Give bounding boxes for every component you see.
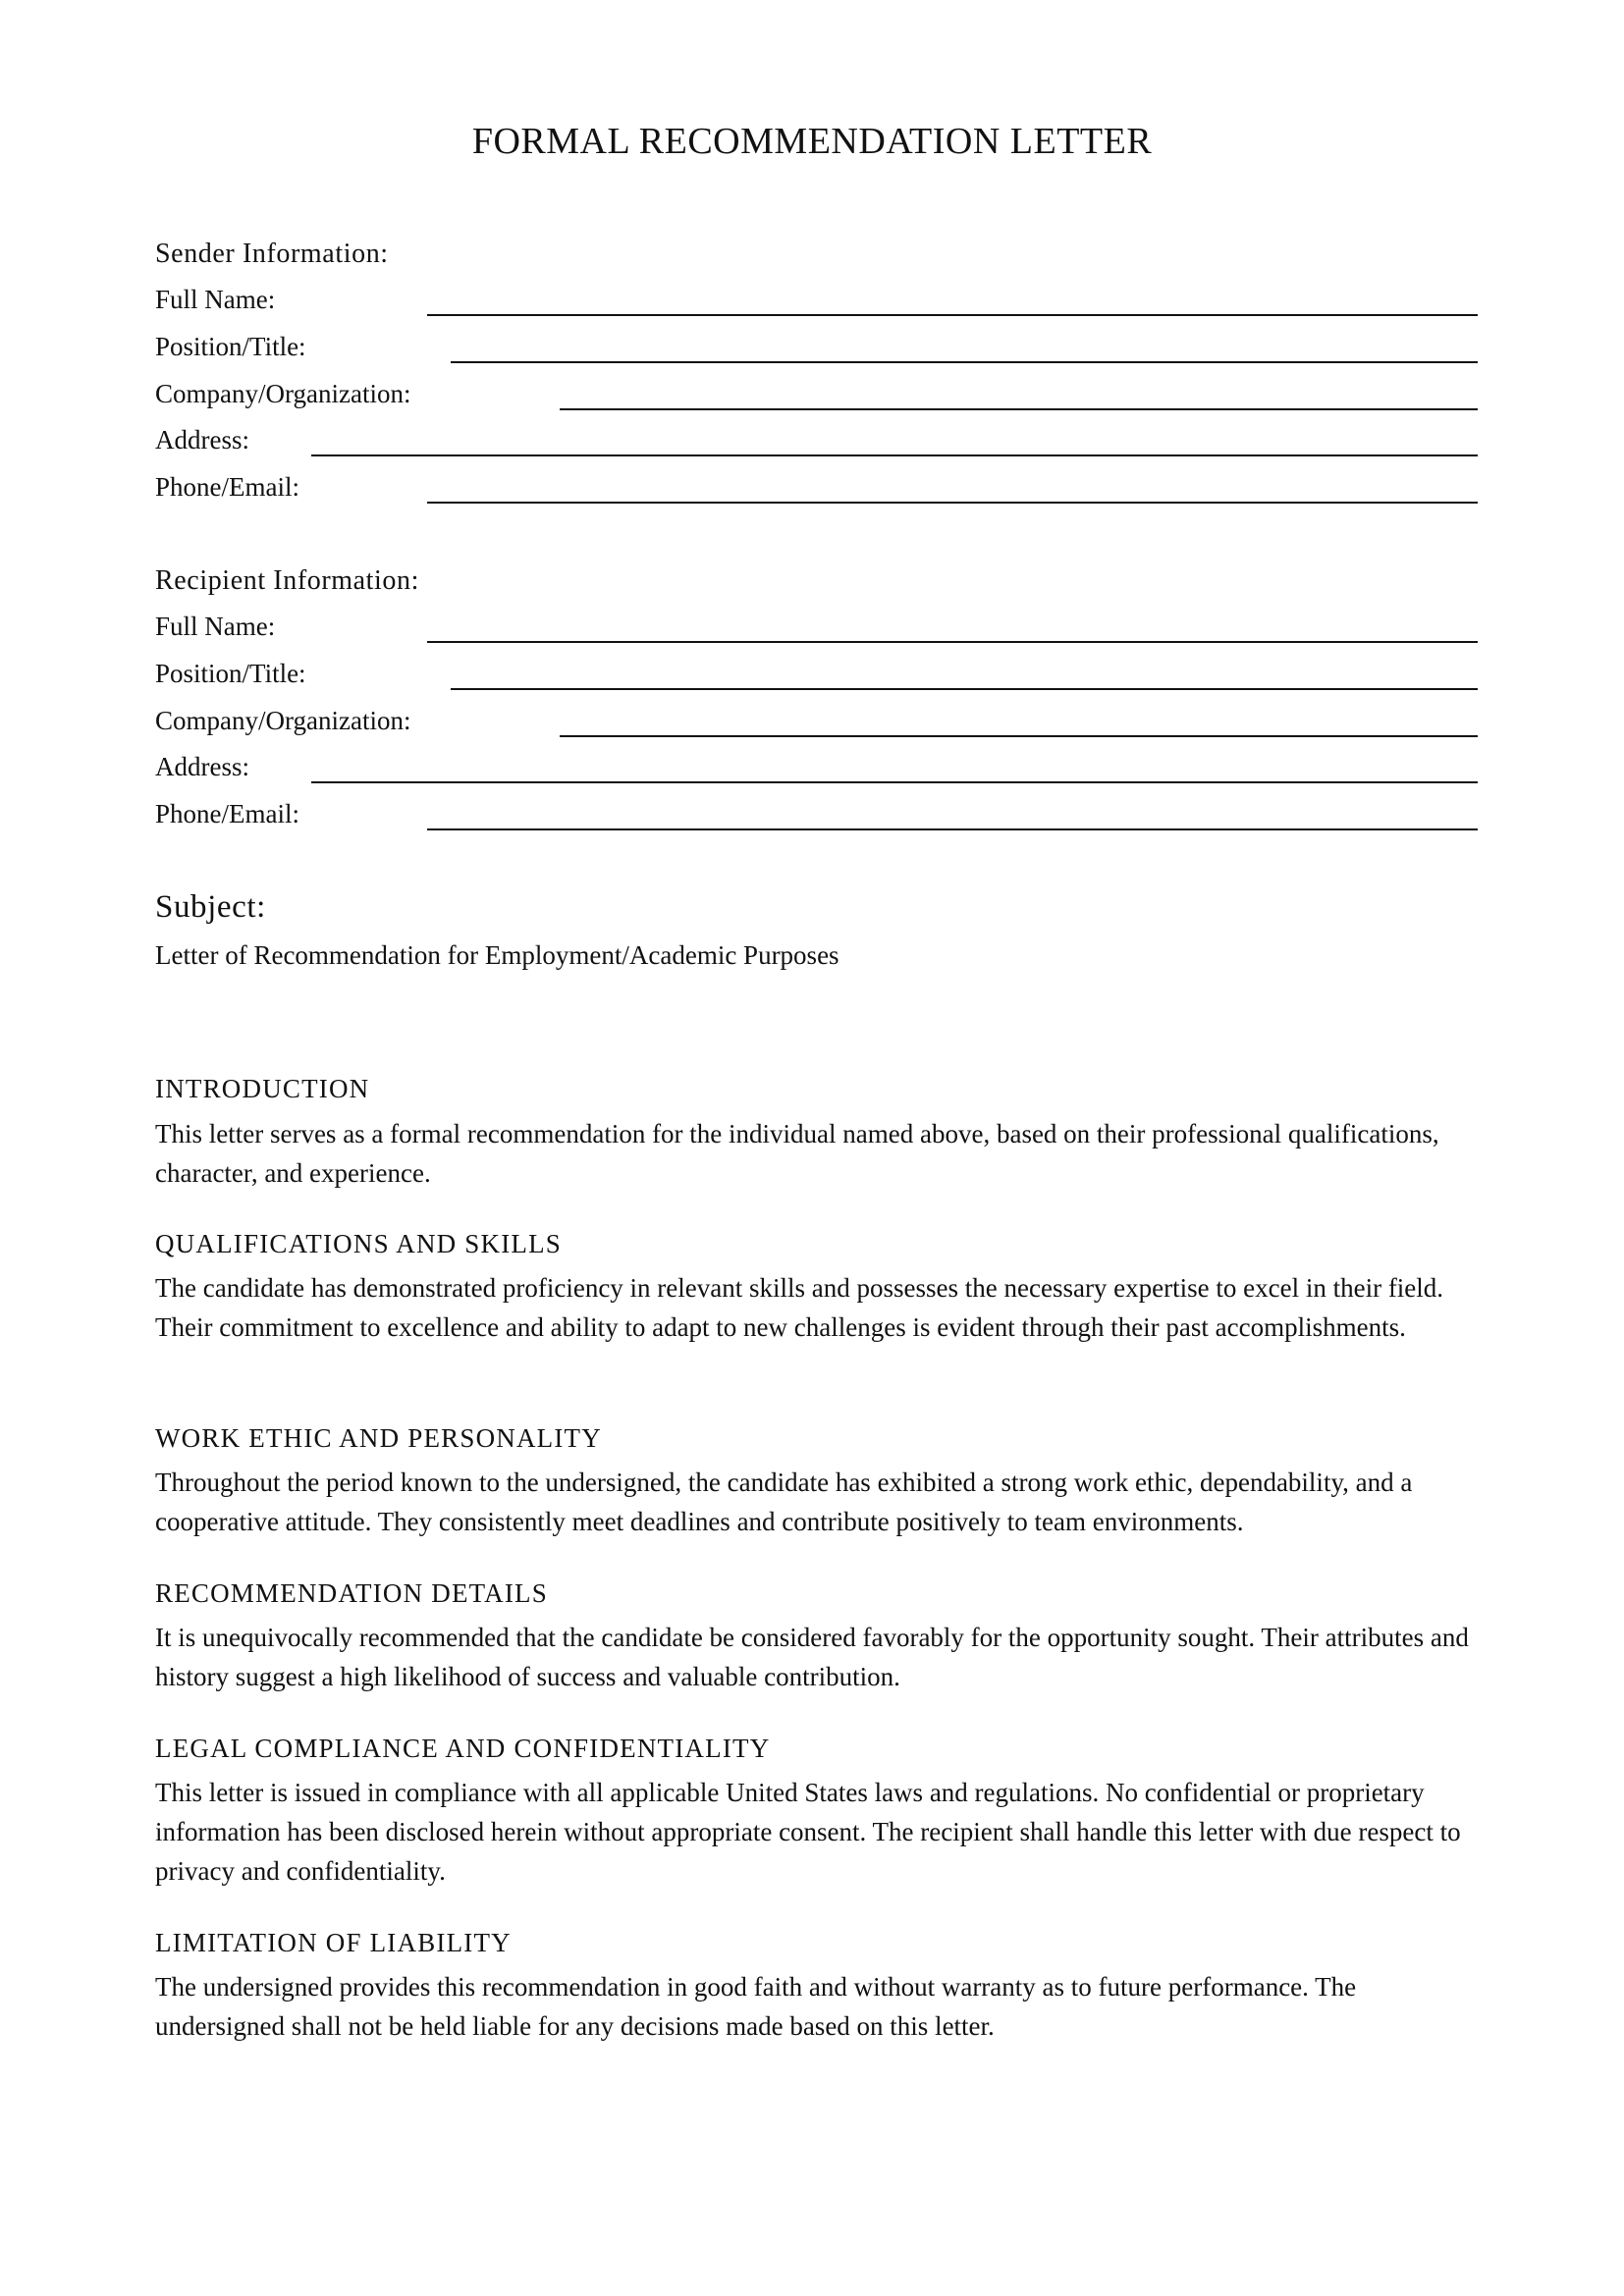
sender-contact-line[interactable] <box>427 502 1478 504</box>
sender-address-line[interactable] <box>311 454 1478 456</box>
recipient-contact-label: Phone/Email: <box>155 799 299 828</box>
recipient-company-row <box>155 698 1478 745</box>
sender-full-name-label: Full Name: <box>155 285 276 314</box>
sender-position-row <box>155 324 1478 371</box>
section-body-recommendation: It is unequivocally recommended that the candidate be considered favorably for the opportunity sought. Their attributes and history suggest a high likelihood of success and valuable contribution. <box>155 1623 1469 1691</box>
subject-text: Letter of Recommendation for Employment/Academic Purposes <box>155 940 839 970</box>
section-body-work-ethic: Throughout the period known to the undersigned, the candidate has exhibited a strong work ethic, dependability, and a cooperative attitude. They consistently meet deadlines and contribute positively to team environments. <box>155 1468 1413 1536</box>
section-heading-introduction: INTRODUCTION <box>155 1074 370 1103</box>
recipient-full-name-line[interactable] <box>427 641 1478 643</box>
sender-full-name-row <box>155 277 1478 324</box>
section-heading-work-ethic: WORK ETHIC AND PERSONALITY <box>155 1423 602 1453</box>
recipient-company-line[interactable] <box>560 735 1478 737</box>
recipient-contact-line[interactable] <box>427 828 1478 830</box>
subject-heading: Subject: <box>155 889 266 925</box>
section-body-introduction: This letter serves as a formal recommendation for the individual named above, based on their professional qualifications, character, and experience. <box>155 1119 1439 1188</box>
sender-address-row <box>155 417 1478 464</box>
recipient-info-heading: Recipient Information: <box>155 565 420 596</box>
recipient-position-line[interactable] <box>451 688 1478 690</box>
section-heading-legal: LEGAL COMPLIANCE AND CONFIDENTIALITY <box>155 1734 771 1763</box>
sender-full-name-line[interactable] <box>427 314 1478 316</box>
section-heading-qualifications: QUALIFICATIONS AND SKILLS <box>155 1229 563 1258</box>
sender-address-label: Address: <box>155 425 249 454</box>
sender-company-label: Company/Organization: <box>155 379 411 408</box>
sender-position-label: Position/Title: <box>155 332 306 361</box>
recipient-position-row <box>155 651 1478 698</box>
recipient-company-label: Company/Organization: <box>155 706 411 735</box>
section-body-qualifications: The candidate has demonstrated proficiency in relevant skills and possesses the necessary expertise to excel in their field. Their commitment to excellence and ability to adapt to new challenges is evident through their past accomplishments. <box>155 1273 1444 1342</box>
recipient-full-name-label: Full Name: <box>155 612 276 641</box>
sender-contact-label: Phone/Email: <box>155 472 299 502</box>
recipient-address-line[interactable] <box>311 781 1478 783</box>
recipient-position-label: Position/Title: <box>155 659 306 688</box>
section-body-liability: The undersigned provides this recommendation in good faith and without warranty as to future performance. The undersigned shall not be held liable for any decisions made based on this letter. <box>155 1972 1357 2041</box>
section-heading-liability: LIMITATION OF LIABILITY <box>155 1928 512 1957</box>
recipient-address-row <box>155 744 1478 791</box>
recipient-full-name-row <box>155 604 1478 651</box>
recipient-address-label: Address: <box>155 752 249 781</box>
section-heading-recommendation: RECOMMENDATION DETAILS <box>155 1578 548 1608</box>
document-title: FORMAL RECOMMENDATION LETTER <box>471 121 1153 162</box>
sender-info-heading: Sender Information: <box>155 239 389 269</box>
sender-position-line[interactable] <box>451 361 1478 363</box>
section-body-legal: This letter is issued in compliance with all applicable United States laws and regulations. No confidential or proprietary information has been disclosed herein without appropriate consent. The recipient shall handle this letter with due respect to privacy and confidentiality. <box>155 1778 1461 1886</box>
sender-contact-row <box>155 464 1478 511</box>
sender-company-row <box>155 371 1478 418</box>
recipient-contact-row <box>155 791 1478 838</box>
sender-company-line[interactable] <box>560 408 1478 410</box>
